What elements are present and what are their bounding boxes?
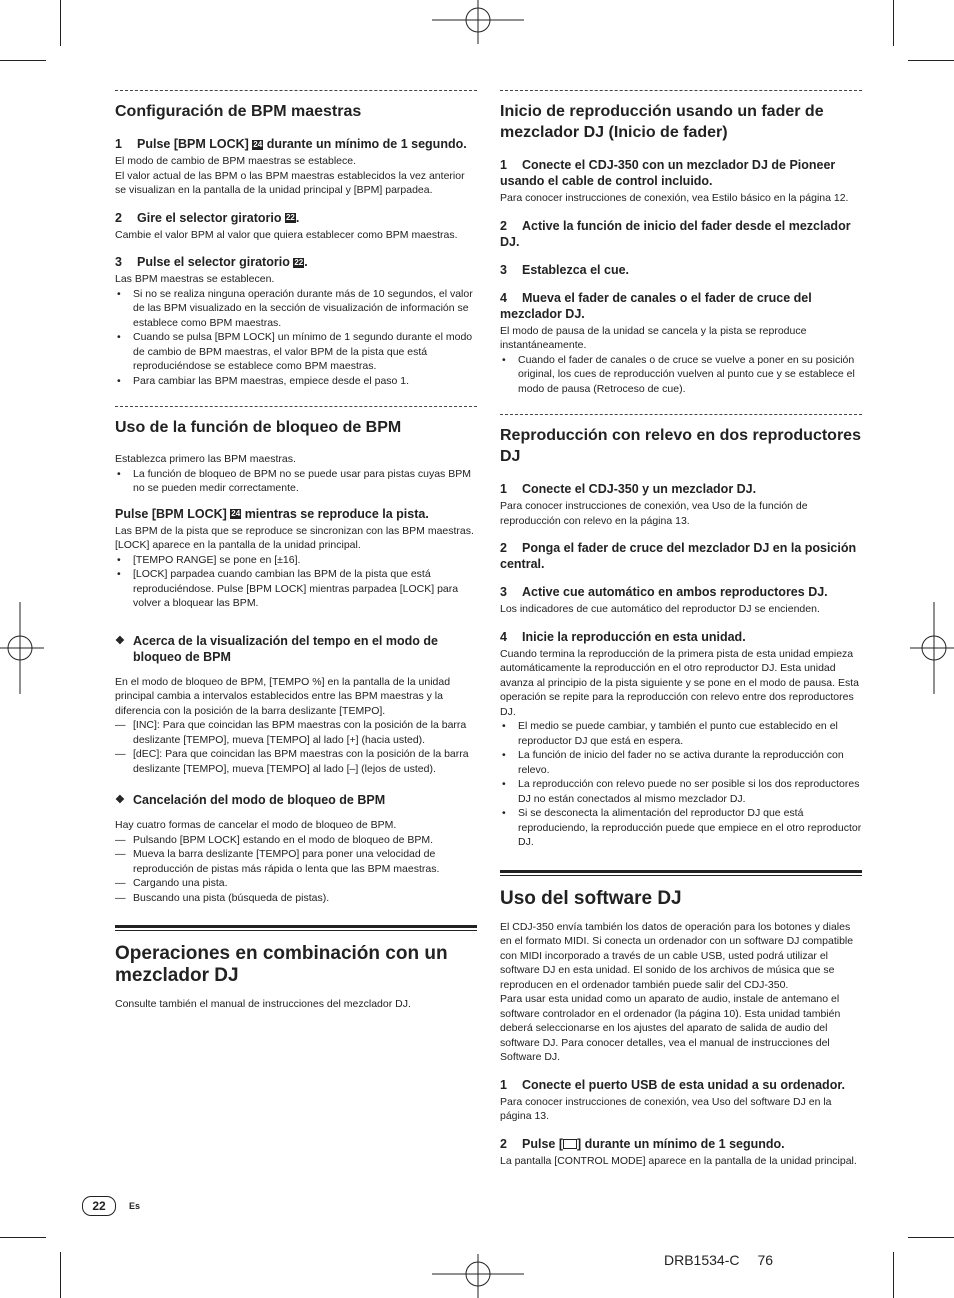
paragraph: [LOCK] aparece en la pantalla de la unidad principal. <box>115 539 361 551</box>
crop-mark <box>0 1237 46 1238</box>
list-item: • Cuando se pulsa [BPM LOCK] un mínimo de 1 segundo durante el modo de cambio de BPM maestras, el valor BPM de la pista que está reproduciéndose se establece como BPM maestras. <box>115 330 477 374</box>
list-item: • Cuando el fader de canales o de cruce se vuelve a poner en su posición original, los cues de reproducción vuelven al punto cue y se establece el modo de pausa (Retroceso de cue). <box>500 353 862 397</box>
bullet-list <box>115 467 477 496</box>
section-title-dj-software: Uso del software DJ <box>500 887 682 909</box>
step-1: 1 Conecte el CDJ-350 y un mezclador DJ. <box>500 482 757 496</box>
section-divider <box>115 406 477 407</box>
section-rule <box>500 870 862 876</box>
step-text: Cuando termina la reproducción de la primera pista de esta unidad empieza automáticamente la reproducción en el otro reproductor DJ. Esta unidad avanza al principio de la pista siguiente y se pone en el modo de pausa. Esta operación se repite para la reproducción con relevo entre dos reproductores DJ. <box>500 647 859 718</box>
list-item: • La reproducción con relevo puede no ser posible si los dos reproductores DJ no están conectados al mismo mezclador DJ. <box>500 777 862 806</box>
paragraph: Consulte también el manual de instrucciones del mezclador DJ. <box>115 998 411 1010</box>
section-title-relay-play: Reproducción con relevo en dos reproductores DJ <box>500 427 861 465</box>
dash-list <box>115 833 477 906</box>
paragraph: Hay cuatro formas de cancelar el modo de bloqueo de BPM. <box>115 819 397 831</box>
bullet-list <box>115 287 477 389</box>
list-item: • [TEMPO RANGE] se pone en [±16]. <box>115 553 477 568</box>
registration-target-top <box>432 0 524 44</box>
registration-target-bottom <box>432 1254 524 1298</box>
section-divider <box>500 90 862 91</box>
step-text: Para conocer instrucciones de conexión, vea Uso del software DJ en la página 13. <box>500 1095 832 1122</box>
bullet-list <box>115 553 477 611</box>
list-item: • Para cambiar las BPM maestras, empiece desde el paso 1. <box>115 374 477 389</box>
section-divider <box>115 90 477 91</box>
list-item: — Pulsando [BPM LOCK] estando en el modo de bloqueo de BPM. <box>115 833 477 848</box>
step-text: Para conocer instrucciones de conexión, vea Uso de la función de reproducción con relevo en la página 13. <box>500 500 808 527</box>
list-item: • Si no se realiza ninguna operación durante más de 10 segundos, el valor de las BPM visualizado en la sección de visualización de información se establece como BPM maestras. <box>115 287 477 331</box>
step-1: 1 Pulse [BPM LOCK] 24 durante un mínimo de 1 segundo. <box>115 137 467 151</box>
step-text: La pantalla [CONTROL MODE] aparece en la pantalla de la unidad principal. <box>500 1154 857 1167</box>
step-text: El modo de cambio de BPM maestras se establece. <box>115 155 357 167</box>
page-number: 22 <box>82 1196 116 1216</box>
list-item: • Si se desconecta la alimentación del reproductor DJ que está reproduciendo, la reproducción puede que empiece en el otro reproductor DJ. <box>500 806 862 850</box>
crop-mark <box>908 1237 954 1238</box>
section-title-dj-mixer: Operaciones en combinación con un mezclador DJ <box>115 943 448 986</box>
crop-mark <box>60 1252 61 1298</box>
step-3: 3 Pulse el selector giratorio 22. <box>115 255 308 269</box>
list-item: • La función de inicio del fader no se activa durante la reproducción con relevo. <box>500 748 862 777</box>
sheet-number: 76 <box>757 1252 774 1268</box>
step-1: 1 Conecte el CDJ-350 con un mezclador DJ de Pioneer usando el cable de control incluido. <box>500 158 836 188</box>
crop-mark <box>0 60 46 61</box>
list-item: — [INC]: Para que coincidan las BPM maestras con la posición de la barra deslizante [TEMPO], mueva [TEMPO] al lado [+] (hacia usted). <box>115 718 477 747</box>
subsection-title-tempo-display: ❖ Acerca de la visualización del tempo en el modo de bloqueo de BPM <box>115 633 477 665</box>
list-item: • El medio se puede cambiar, y también el punto cue establecido en el reproductor DJ que está en espera. <box>500 719 862 748</box>
step-3: 3 Active cue automático en ambos reproductores DJ. <box>500 585 828 599</box>
paragraph: En el modo de bloqueo de BPM, [TEMPO %] en la pantalla de la unidad principal cambia a intervalos establecidos entre las BPM maestras y la diferencia con la posición de la barra deslizante [TEMPO]. <box>115 675 451 717</box>
crop-mark <box>60 0 61 46</box>
document-code: DRB1534-C 76 <box>664 1252 774 1268</box>
section-divider <box>500 414 862 415</box>
step-4: 4 Inicie la reproducción en esta unidad. <box>500 629 746 644</box>
paragraph: Para usar esta unidad como un aparato de audio, instale de antemano el software controlador en el ordenador (la página 10). Esta unidad también deberá seleccionarse en los ajustes del aparato de salida de audio del software DJ. Para conocer detalles, vea el manual de instrucciones del Software DJ. <box>500 993 841 1063</box>
paragraph: Establezca primero las BPM maestras. <box>115 453 296 465</box>
list-item: • La función de bloqueo de BPM no se puede usar para pistas cuyas BPM no se pueden medir correctamente. <box>115 467 477 496</box>
step-3: 3 Establezca el cue. <box>500 262 630 277</box>
list-item: — Buscando una pista (búsqueda de pistas). <box>115 891 477 906</box>
step-2: 2 Ponga el fader de cruce del mezclador DJ en la posición central. <box>500 541 857 571</box>
registration-target-left <box>0 602 44 694</box>
step-1: 1 Conecte el puerto USB de esta unidad a su ordenador. <box>500 1077 845 1092</box>
bullet-list <box>500 353 862 397</box>
subsection-title-cancel-lock: ❖ Cancelación del modo de bloqueo de BPM <box>115 792 477 808</box>
step-2: 2 Gire el selector giratorio 22. <box>115 210 300 225</box>
crop-mark <box>893 0 894 46</box>
registration-target-right <box>910 602 954 694</box>
step-2: 2 Pulse [ ] durante un mínimo de 1 segundo. <box>500 1136 785 1151</box>
computer-icon <box>563 1139 577 1149</box>
step-text: Las BPM maestras se establecen. <box>115 273 275 285</box>
step-text: Para conocer instrucciones de conexión, vea Estilo básico en la página 12. <box>500 192 849 204</box>
paragraph: Las BPM de la pista que se reproduce se sincronizan con las BPM maestras. <box>115 524 474 537</box>
step-4: 4 Mueva el fader de canales o el fader de cruce del mezclador DJ. <box>500 290 812 321</box>
step-text: Los indicadores de cue automático del reproductor DJ se encienden. <box>500 603 820 615</box>
instruction: Pulse [BPM LOCK] 24 mientras se reproduce la pista. <box>115 506 429 521</box>
button-number-icon: 22 <box>285 213 295 223</box>
button-number-icon: 24 <box>231 509 241 519</box>
list-item: • [LOCK] parpadea cuando cambian las BPM de la pista que está reproduciéndose. Pulse [BPM LOCK] mientras parpadea [LOCK] para volver a bloquear las BPM. <box>115 567 477 611</box>
right-column <box>500 90 862 1168</box>
list-item: — Cargando una pista. <box>115 876 477 891</box>
button-number-icon: 22 <box>294 257 304 267</box>
button-number-icon: 24 <box>253 139 263 149</box>
left-column <box>115 90 477 1012</box>
step-2: 2 Active la función de inicio del fader desde el mezclador DJ. <box>500 218 851 249</box>
step-text: Cambie el valor BPM al valor que quiera establecer como BPM maestras. <box>115 228 458 241</box>
crop-mark <box>908 60 954 61</box>
section-title-bpm-lock: Uso de la función de bloqueo de BPM <box>115 419 402 436</box>
crop-mark <box>893 1252 894 1298</box>
dash-list <box>115 718 477 776</box>
section-title-bpm-master: Configuración de BPM maestras <box>115 103 362 120</box>
list-item: — Mueva la barra deslizante [TEMPO] para poner una velocidad de reproducción de pistas más rápida o lenta que las BPM maestras. <box>115 847 477 876</box>
language-code: Es <box>129 1201 141 1211</box>
paragraph: El CDJ-350 envía también los datos de operación para los botones y diales en el formato MIDI. Si conecta un ordenador con un software DJ compatible con MIDI incorporado a través de un cable USB, usted podrá utilizar el software DJ en esta unidad. El sonido de los archivos de música que se reproducen en el ordenador también puede salir del CDJ-350. <box>500 920 854 991</box>
step-text: El modo de pausa de la unidad se cancela y la pista se reproduce instantáneamente. <box>500 324 807 351</box>
section-rule <box>115 925 477 931</box>
step-text: El valor actual de las BPM o las BPM maestras establecidos la vez anterior se visualizan en la pantalla de la unidad principal y [BPM] parpadea. <box>115 169 465 196</box>
list-item: — [dEC]: Para que coincidan las BPM maestras con la posición de la barra deslizante [TEMPO], mueva [TEMPO] al lado [–] (lejos de usted). <box>115 747 477 776</box>
section-title-fader-start: Inicio de reproducción usando un fader de mezclador DJ (Inicio de fader) <box>500 103 824 141</box>
bullet-list <box>500 719 862 850</box>
